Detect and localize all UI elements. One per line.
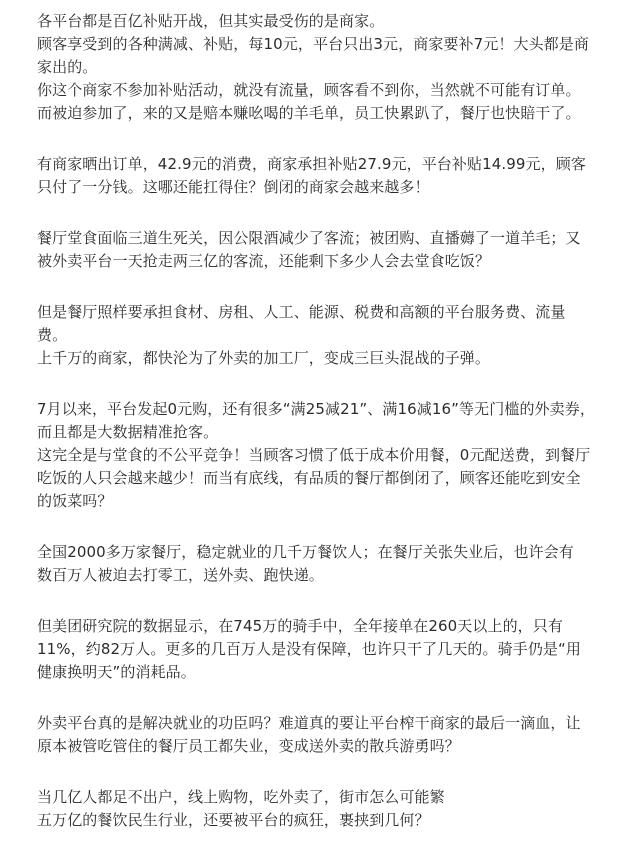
text-line: 7月以来，平台发起0元购，还有很多“满25减21”、满16减16”等无门槛的外卖券， xyxy=(37,400,595,418)
paragraph-4 xyxy=(37,301,626,370)
paragraph-3 xyxy=(37,227,626,273)
text-line: 你这个商家不参加补贴活动，就没有流量，顾客看不到你，当然就不可能有订单。 xyxy=(37,81,581,99)
text-line: 家出的。 xyxy=(37,58,98,76)
text-line: 上千万的商家，都快沦为了外卖的加工厂，变成三巨头混战的子弹。 xyxy=(37,349,491,367)
text-line: 外卖平台真的是解决就业的功臣吗？难道真的要让平台榨干商家的最后一滴血，让 xyxy=(37,714,581,732)
text-line: 原本被管吃管住的餐厅员工都失业，变成送外卖的散兵游勇吗？ xyxy=(37,737,460,755)
paragraph-1 xyxy=(37,10,626,125)
text-line: 但美团研究院的数据显示，在745万的骑手中，全年接单在260天以上的，只有 xyxy=(37,617,563,635)
text-line: 数百万人被迫去打零工，送外卖、跑快递。 xyxy=(37,566,324,584)
paragraph-6 xyxy=(37,541,626,587)
text-line: 而被迫参加了，来的又是赔本赚吆喝的羊毛单，员工快累趴了，餐厅也快賠干了。 xyxy=(37,104,581,122)
text-line: 的饭菜吗？ xyxy=(37,492,113,510)
text-line: 被外卖平台一天抢走两三亿的客流，还能剩下多少人会去堂食吃饭？ xyxy=(37,252,491,270)
paragraph-8 xyxy=(37,712,626,758)
text-line: 费。 xyxy=(37,326,68,344)
paragraph-7 xyxy=(37,615,626,684)
text-line: 顾客享受到的各种满减、补贴，每10元，平台只出3元，商家要补7元！大头都是商 xyxy=(37,35,589,53)
text-line: 健康换明天”的消耗品。 xyxy=(37,663,196,681)
paragraph-9 xyxy=(37,786,626,832)
text-line: 吃饭的人只会越来越少！而当有底线，有品质的餐厅都倒闭了，顾客还能吃到安全 xyxy=(37,469,581,487)
text-line: 全国2000多万家餐厅，稳定就业的几千万餐饮人；在餐厅关张失业后，也许会有 xyxy=(37,543,574,561)
text-line: 当几亿人都足不出户，线上购物，吃外卖了，街市怎么可能繁 xyxy=(37,788,445,806)
text-line: 只付了一分钱。这哪还能扛得住？倒闭的商家会越来越多！ xyxy=(37,178,430,196)
text-line: 11%，约82万人。更多的几百万人是没有保障，也许只干了几天的。骑手仍是“用 xyxy=(37,640,582,658)
text-line: 这完全是与堂食的不公平竞争！当顾客习惯了低于成本价用餐，0元配送费，到餐厅 xyxy=(37,446,591,464)
paragraph-2 xyxy=(37,153,626,199)
text-line: 有商家晒出订单，42.9元的消费，商家承担补贴27.9元，平台补贴14.99元，顾客 xyxy=(37,155,586,173)
paragraph-5 xyxy=(37,398,626,513)
text-line: 五万亿的餐饮民生行业，还要被平台的疯狂，裹挟到几何？ xyxy=(37,811,430,829)
text-line: 餐厅堂食面临三道生死关，因公限酒减少了客流；被团购、直播薅了一道羊毛；又 xyxy=(37,229,581,247)
text-line: 而且都是大数据精准抢客。 xyxy=(37,423,219,441)
text-line: 各平台都是百亿补贴开战，但其实最受伤的是商家。 xyxy=(37,12,385,30)
text-line: 但是餐厅照样要承担食材、房租、人工、能源、税费和高额的平台服务费、流量 xyxy=(37,303,566,321)
